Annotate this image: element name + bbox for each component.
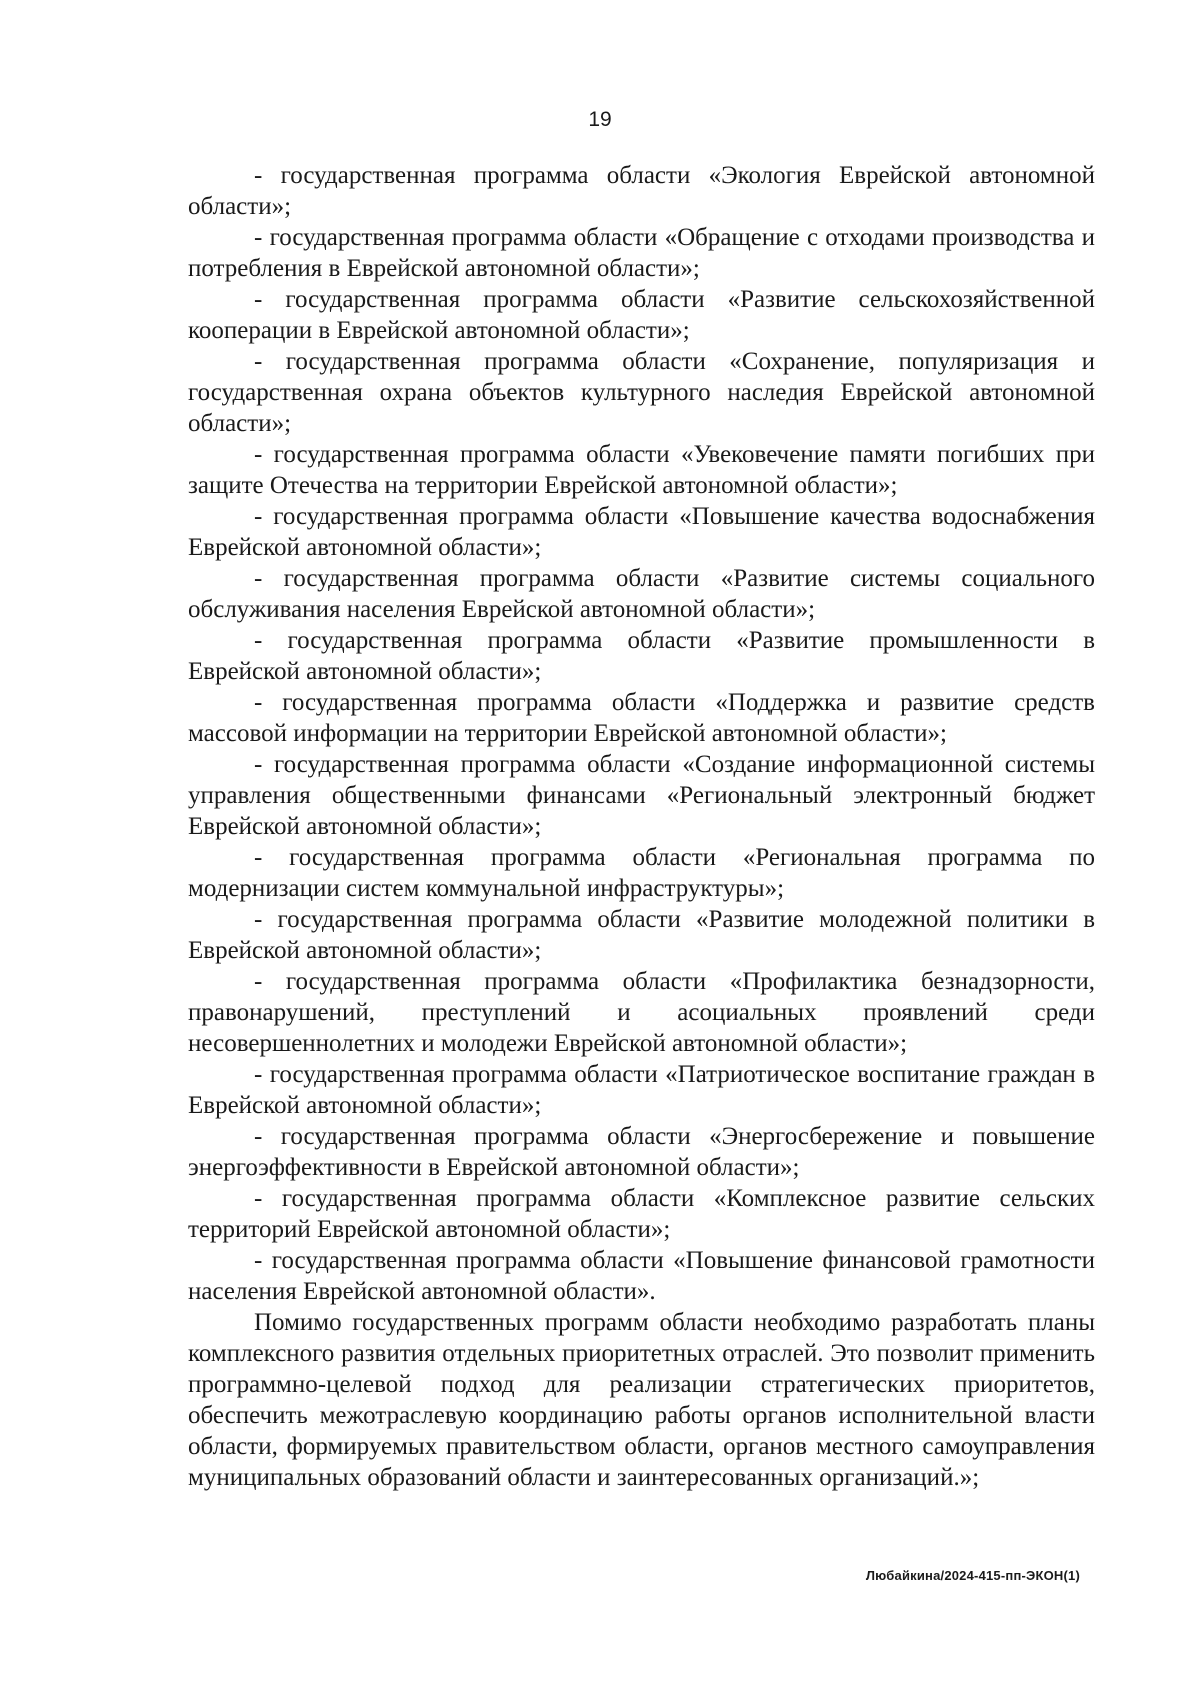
program-list — [188, 160, 1095, 1307]
list-item: - государственная программа области «Увековечение памяти погибших при защите Отечества на территории Еврейской автономной области»; — [188, 441, 1095, 499]
list-item: - государственная программа области «Региональная программа по модернизации систем коммунальной инфраструктуры»; — [188, 844, 1095, 902]
closing-paragraph: Помимо государственных программ области необходимо разработать планы комплексного развития отдельных приоритетных отраслей. Это позволит применить программно-целевой подход для реализации стратегических приоритетов, обеспечить межотраслевую координацию работы органов исполнительной власти области, формируемых правительством области, органов местного самоуправления муниципальных образований области и заинтересованных организаций.»; — [188, 1309, 1095, 1491]
list-item: - государственная программа области «Создание информационной системы управления общественными финансами «Региональный электронный бюджет Еврейской автономной области»; — [188, 751, 1095, 840]
document-body — [188, 160, 1095, 1493]
list-item: - государственная программа области «Экология Еврейской автономной области»; — [188, 162, 1095, 220]
list-item: - государственная программа области «Развитие промышленности в Еврейской автономной области»; — [188, 627, 1095, 685]
list-item: - государственная программа области «Патриотическое воспитание граждан в Еврейской автономной области»; — [188, 1061, 1095, 1119]
list-item: - государственная программа области «Развитие системы социального обслуживания населения Еврейской автономной области»; — [188, 565, 1095, 623]
list-item: - государственная программа области «Повышение качества водоснабжения Еврейской автономной области»; — [188, 503, 1095, 561]
list-item: - государственная программа области «Развитие сельскохозяйственной кооперации в Еврейской автономной области»; — [188, 286, 1095, 344]
list-item: - государственная программа области «Комплексное развитие сельских территорий Еврейской автономной области»; — [188, 1185, 1095, 1243]
list-item: - государственная программа области «Повышение финансовой грамотности населения Еврейской автономной области». — [188, 1247, 1095, 1305]
list-item: - государственная программа области «Обращение с отходами производства и потребления в Еврейской автономной области»; — [188, 224, 1095, 282]
list-item: - государственная программа области «Энергосбережение и повышение энергоэффективности в Еврейской автономной области»; — [188, 1123, 1095, 1181]
list-item: - государственная программа области «Поддержка и развитие средств массовой информации на территории Еврейской автономной области»; — [188, 689, 1095, 747]
list-item: - государственная программа области «Профилактика безнадзорности, правонарушений, преступлений и асоциальных проявлений среди несовершеннолетних и молодежи Еврейской автономной области»; — [188, 968, 1095, 1057]
list-item: - государственная программа области «Сохранение, популяризация и государственная охрана объектов культурного наследия Еврейской автономной области»; — [188, 348, 1095, 437]
list-item: - государственная программа области «Развитие молодежной политики в Еврейской автономной области»; — [188, 906, 1095, 964]
page-number: 19 — [588, 108, 612, 131]
document-code-footer: Любайкина/2024-415-пп-ЭКОН(1) — [865, 1568, 1080, 1583]
